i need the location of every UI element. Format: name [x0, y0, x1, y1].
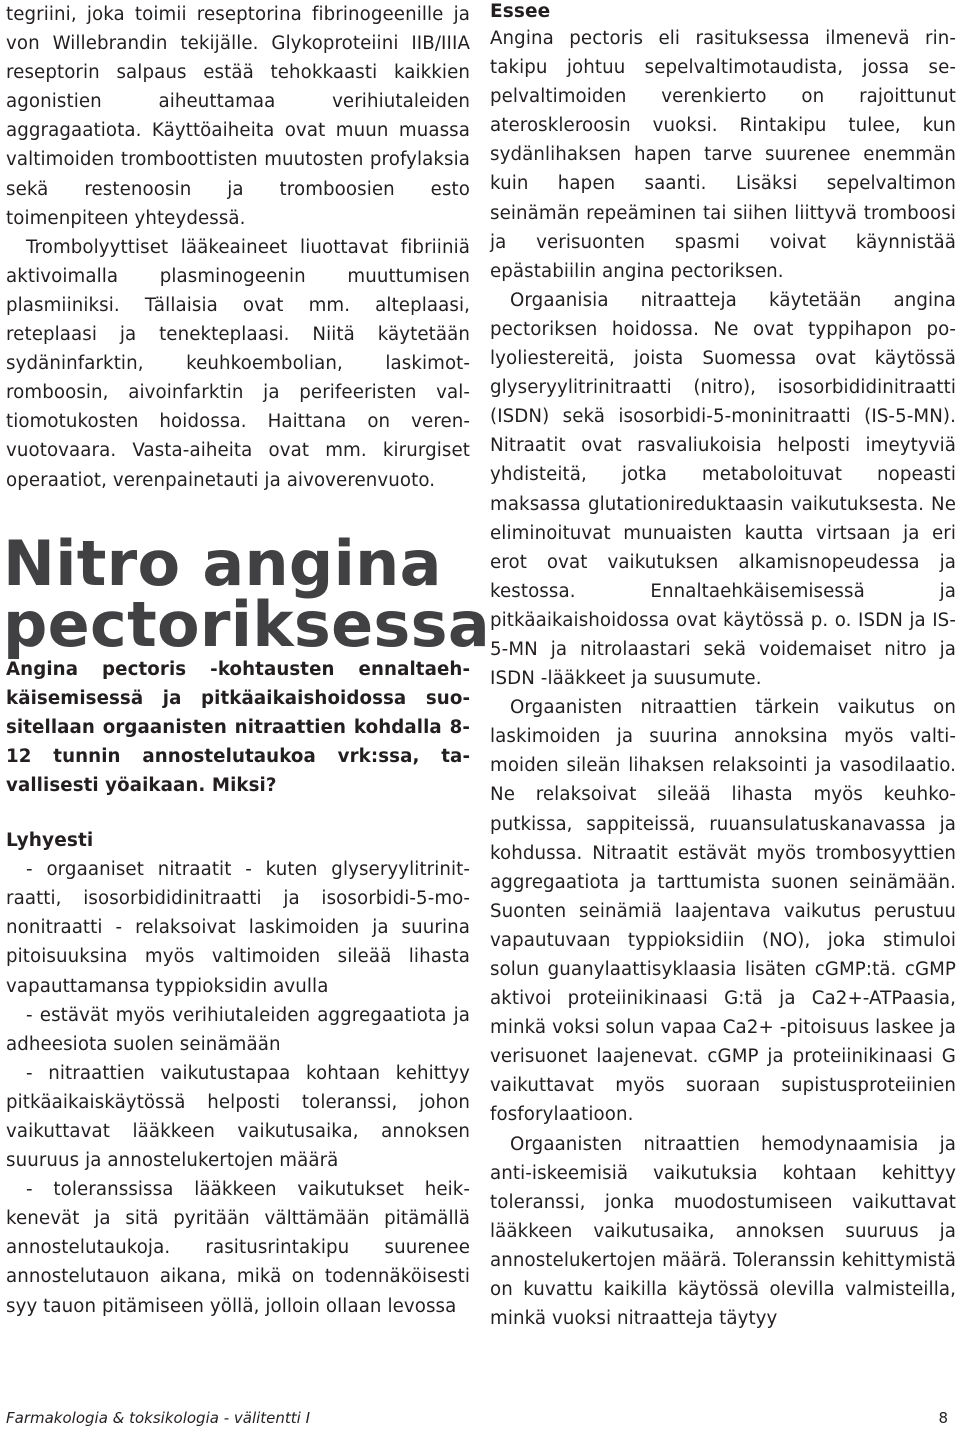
footer-course-title: Farmakologia & toksikologia - välitentti I: [6, 1409, 311, 1427]
summary-point: - orgaaniset nitraatit - kuten glyseryylitrinitraatti, isosorbididinitraatti ja isosorbidi-5-mononitraatti - relaksoivat laskimoiden ja suurina pitoisuuksina myös valtimoiden sileää lihasta vapauttamansa typpioksidin avulla: [6, 859, 470, 997]
left-column: [3, 0, 490, 1321]
lead-question: Angina pectoris -kohtausten ennaltaehkäisemisessä ja pitkäaikaishoidossa suositellaan orgaanisten nitraattien kohdalla 8-12 tunnin annostelutaukoa vrk:ssa, tavallisesti yöaikaan. Miksi?: [6, 658, 470, 796]
essay-paragraph: Angina pectoris eli rasituksessa ilmenevä rintakipu johtuu sepelvaltimotaudista, jossa sepelvaltimoiden verenkierto on rajoittunut ateroskleroosin vuoksi. Rintakipu tulee, kun sydänlihaksen hapen tarve suurenee enemmän kuin hapen saanti. Lisäksi sepelvaltimon seinämän repeäminen tai siihen liittyvä tromboosi ja verisuonten spasmi voivat käynnistää epästabiilin angina pectoriksen.: [490, 28, 956, 282]
page-number: 8: [938, 1409, 948, 1427]
section-title: Nitro angina pectoriksessa: [3, 526, 490, 661]
intro-paragraph: tegriini, joka toimii reseptorina fibrinogeenille ja von Willebrandin tekijälle. Glykoproteiini IIB/IIIA reseptorin salpaus estää tehokkaasti kaikkien agonistien aiheuttamaa verihiutaleiden aggragaatiota. Käyttöaiheita ovat muun muassa valtimoiden tromboottisten muutosten profylaksia sekä restenoosin ja tromboosien esto toimenpiteen yhteydessä.: [6, 4, 470, 229]
thrombolytic-paragraph: Trombolyyttiset lääkeaineet liuottavat fibriiniä aktivoimalla plasminogeenin muuttumisen plasmiiniksi. Tällaisia ovat mm. alteplaasi, reteplaasi ja tenekteplaasi. Niitä käytetään sydäninfarktin, keuhkoembolian, laskimotromboosin, aivoinfarktin ja perifeeristen valtiomotukosten hoidossa. Haittana on verenvuotovaara. Vasta-aiheita ovat mm. kirurgiset operaatiot, verenpainetauti ja aivoverenvuoto.: [6, 236, 470, 491]
summary-heading: Lyhyesti: [6, 830, 94, 852]
right-column: [490, 0, 956, 1333]
summary-point: - estävät myös verihiutaleiden aggregaatiota ja adheesiota suolen seinämään: [6, 1004, 470, 1055]
essay-heading: Essee: [490, 1, 551, 22]
essay-paragraph: Orgaanisten nitraattien tärkein vaikutus on laskimoiden ja suurina annoksina myös valtimoiden sileän lihaksen relaksointi ja vasodilaatio. Ne relaksoivat sileää lihasta myös keuhkoputkissa, sappiteissä, ruuansulatuskanavassa ja kohdussa. Nitraatit estävät myös trombosyyttien aggregaatiota ja tarttumista suonen seinämään. Suonten seinämiä laajentava vaikutus perustuu vapautuvaan typpioksidiin (NO), joka stimuloi solun guanylaattisyklaasia lisäten cGMP:tä. cGMP aktivoi proteiinikinaasi G:tä ja Ca2+-ATPaasia, minkä voksi solun vapaa Ca2+ -pitoisuus laskee ja verisuonet laajenevat. cGMP ja proteiinikinaasi G vaikuttavat myös suoraan supistusproteiinien fosforylaatioon.: [490, 697, 956, 1126]
summary-point: - nitraattien vaikutustapaa kohtaan kehittyy pitkäaikaiskäytössä helposti toleranssi, johon vaikuttavat lääkkeen vaikutusaika, annoksen suuruus ja annostelukertojen määrä: [6, 1062, 470, 1172]
summary-point: - toleranssissa lääkkeen vaikutukset heikkenevät ja sitä pyritään välttämään pitämällä annostelutaukoja. rasitusrintakipu suurenee annostelutauon aikana, mikä on todennäköisesti syy tauon pitämiseen yöllä, jolloin ollaan levossa: [6, 1179, 470, 1317]
essay-paragraph: Orgaanisia nitraatteja käytetään angina pectoriksen hoidossa. Ne ovat typpihapon polyoliestereitä, joista Suomessa ovat käytössä glyseryylitrinitraatti (nitro), isosorbididinitraatti (ISDN) sekä isosorbidi-5-moninitraatti (IS-5-MN). Nitraatit ovat rasvaliukoisia helposti imeytyviä yhdisteitä, jotka metaboloituvat nopeasti maksassa glutationireduktaasin vaikutuksesta. Ne eliminoituvat munuaisten kautta virtsaan ja eri erot ovat vaikutuksen alkamisnopeudessa ja kestossa. Ennaltaehkäisemisessä ja pitkäaikaishoidossa ovat käytössä p. o. ISDN ja IS-5-MN ja nitrolaastari sekä voidemaiset nitro ja ISDN -lääkkeet ja suusumute.: [490, 289, 956, 690]
essay-paragraph: Orgaanisten nitraattien hemodynaamisia ja anti-iskeemisiä vaikutuksia kohtaan kehittyy toleranssi, jonka muodostumiseen vaikuttavat lääkkeen vaikutusaika, annoksen suuruus ja annostelukertojen määrä. Toleranssin kehittymistä on kuvattu kaikilla käytössä olevilla valmisteilla, minkä vuoksi nitraatteja täytyy: [490, 1133, 956, 1330]
summary-list: [6, 855, 470, 1321]
